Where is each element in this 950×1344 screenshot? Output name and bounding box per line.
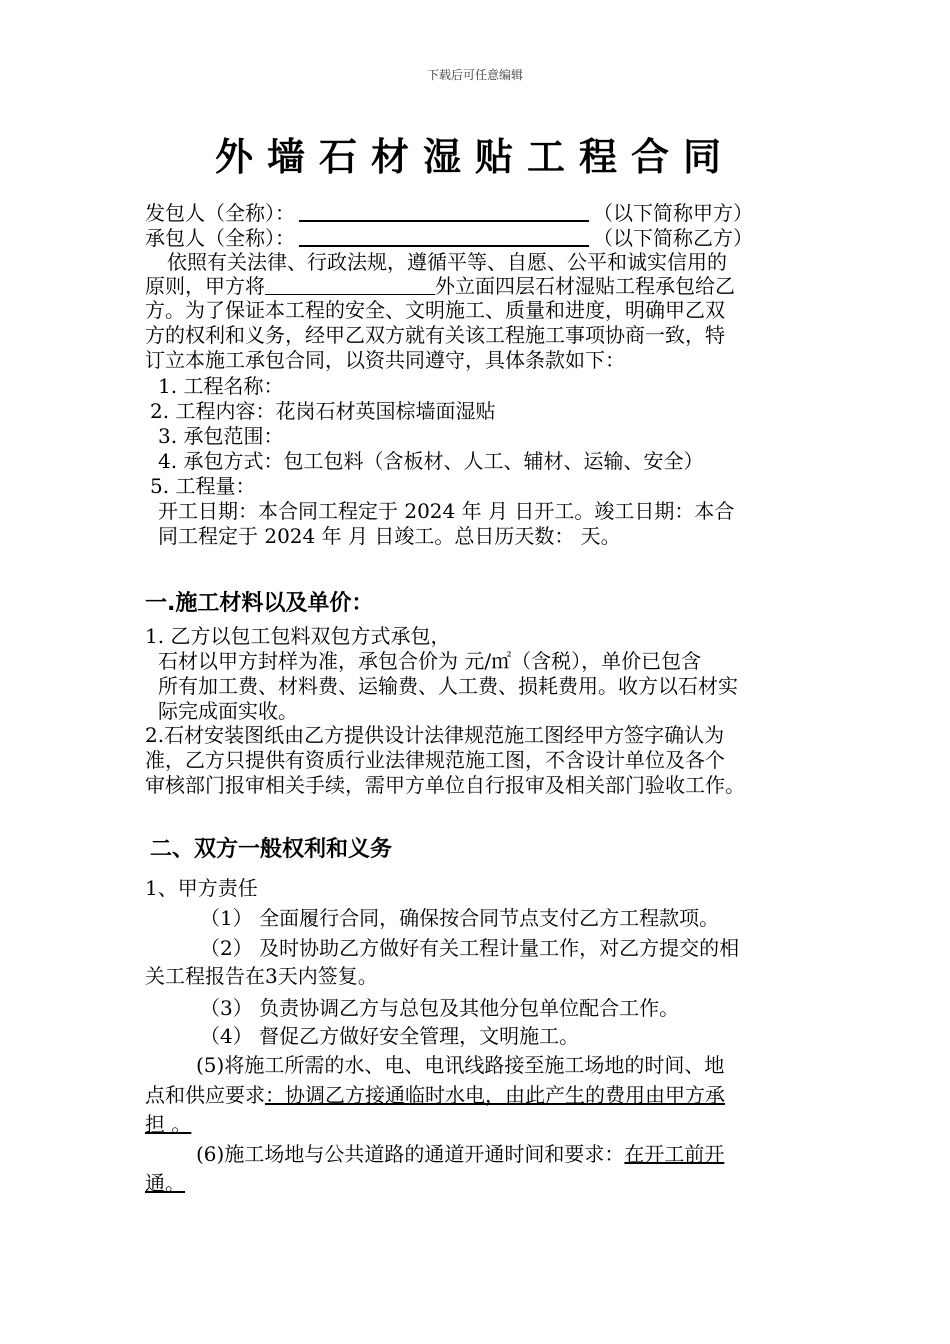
s2-r6-line-2: 通。 [145,1171,185,1195]
s2-r6-line-1 [196,1142,866,1167]
s2-r6-line-1a: (6)施工场地与公共道路的通道开通时间和要求： [196,1142,625,1166]
intro-line-2b: 外立面四层石材湿贴工程承包给乙 [435,274,735,298]
employer-label: 发包人（全称）： [145,201,295,225]
document-title: 外墙石材湿贴工程合同 [214,135,735,179]
dates-line-2: 同工程定于 2024 年 月 日竣工。总日历天数： 天。 [158,524,621,548]
intro-line-3: 方。为了保证本工程的安全、文明施工、质量和进度，明确甲乙双 [145,298,725,322]
project-name-blank[interactable] [265,274,435,295]
item-scope: 3. 承包范围： [158,424,284,448]
s1-p1-line-2: 石材以甲方封样为准，承包合价为 元/㎡（含税），单价已包含 [158,649,702,673]
s2-r4: （4） 督促乙方做好安全管理，文明施工。 [200,1024,580,1048]
s2-r6-line-1b: 在开工前开 [624,1142,725,1166]
s2-r3: （3） 负责协调乙方与总包及其他分包单位配合工作。 [200,996,680,1020]
contractor-line [145,225,815,251]
contractor-blank[interactable] [299,225,589,247]
intro-line-1: 依照有关法律、行政法规，遵循平等、自愿、公平和诚实信用的 [167,250,727,274]
s1-p2-line-2: 准，乙方只提供有资质行业法律规范施工图，不含设计单位及各个 [145,748,725,772]
section-1-heading: 一.施工材料以及单价： [145,591,374,616]
s2-r5-line-1: (5)将施工所需的水、电、电讯线路接至施工场地的时间、地 [196,1053,725,1077]
s2-r2-line-1: （2） 及时协助乙方做好有关工程计量工作，对乙方提交的相 [200,936,740,960]
s2-r1: （1） 全面履行合同，确保按合同节点支付乙方工程款项。 [200,906,720,930]
employer-blank[interactable] [299,200,589,222]
s1-p1-line-3: 所有加工费、材料费、运输费、人工费、损耗费用。收方以石材实 [158,674,738,698]
intro-line-2 [145,274,815,299]
item-method: 4. 承包方式：包工包料（含板材、人工、辅材、运输、安全） [158,449,704,473]
s2-r5-line-3: 担 。 [145,1112,192,1136]
s1-p1: 1. 乙方以包工包料双包方式承包， [145,624,451,648]
item-project-name: 1. 工程名称： [158,374,284,398]
intro-line-4: 方的权利和义务，经甲乙双方就有关该工程施工事项协商一致，特 [145,323,725,347]
section-2-heading: 二、双方一般权利和义务 [150,837,393,862]
s2-r5-line-2b: ：协调乙方接通临时水电，由此产生的费用由甲方承 [265,1083,725,1107]
item-project-content: 2. 工程内容：花岗石材英国棕墙面湿贴 [150,399,496,423]
dates-line-1: 开工日期：本合同工程定于 2024 年 月 日开工。竣工日期：本合 [158,499,735,523]
s2-r2-line-2: 关工程报告在3天内签复。 [145,964,378,988]
item-quantity: 5. 工程量： [150,474,256,498]
s2-r5-line-2 [145,1083,815,1108]
s2-r5-line-2a: 点和供应要求 [145,1083,265,1107]
intro-line-5: 订立本施工承包合同，以资共同遵守，具体条款如下： [145,348,625,372]
s1-p2-line-1: 2.石材安装图纸由乙方提供设计法律规范施工图经甲方签字确认为 [145,723,725,747]
contractor-suffix: （以下简称乙方） [593,226,753,250]
intro-line-2a: 原则，甲方将 [145,274,265,298]
s1-p1-line-4: 际完成面实收。 [158,699,298,723]
header-note: 下载后可任意编辑 [426,68,523,82]
employer-line [145,200,815,226]
s2-sub-heading: 1、甲方责任 [145,876,258,900]
employer-suffix: （以下简称甲方） [593,201,753,225]
contractor-label: 承包人（全称）： [145,226,295,250]
s1-p2-line-3: 审核部门报审相关手续，需甲方单位自行报审及相关部门验收工作。 [145,773,745,797]
